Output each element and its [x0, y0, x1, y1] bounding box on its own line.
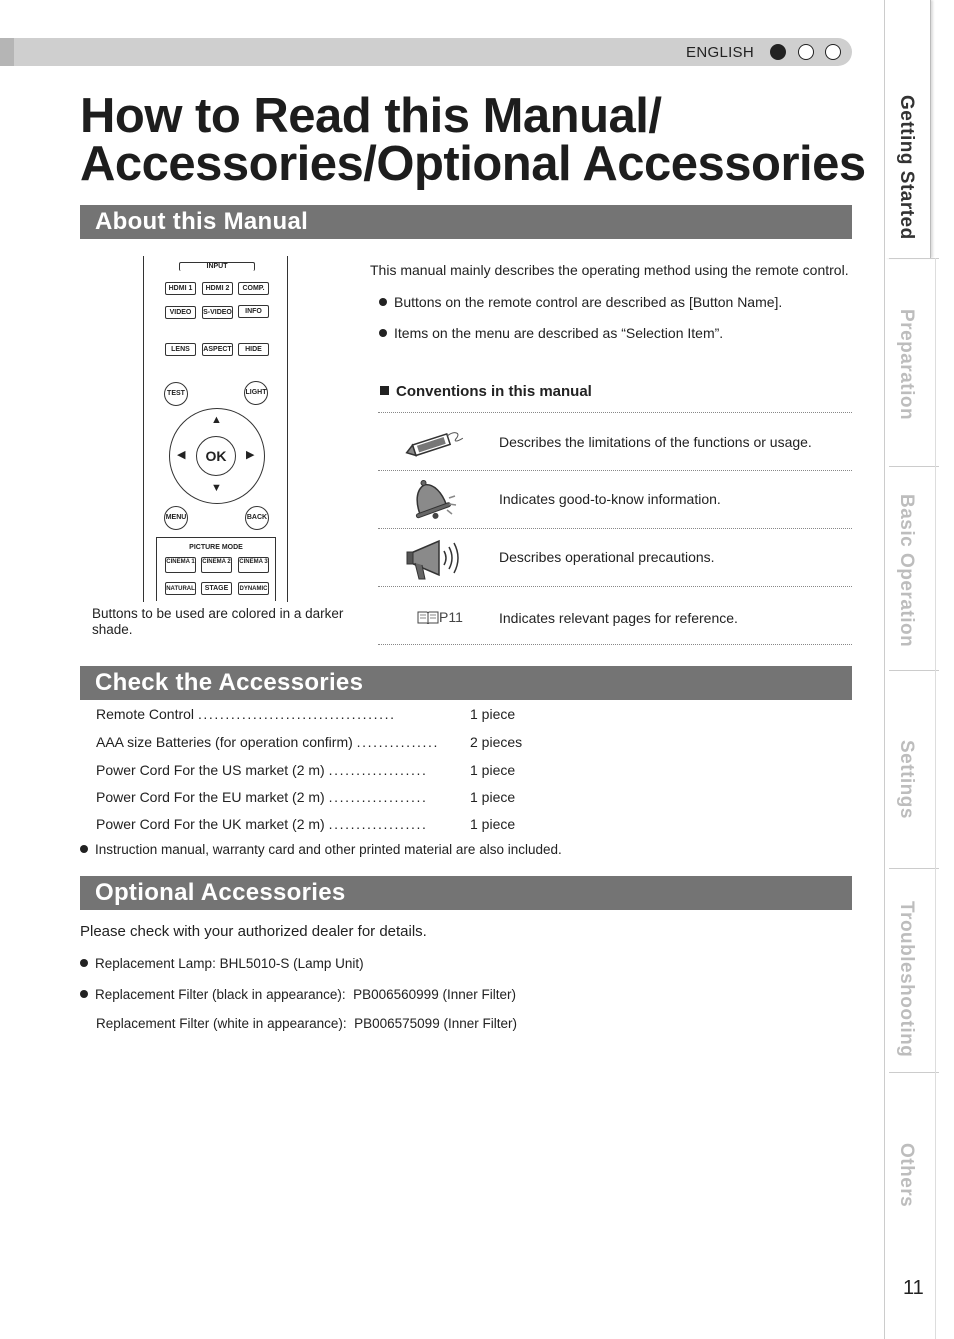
remote-button-dynamic: DYNAMIC — [238, 582, 269, 595]
page-reference-number: P11 — [439, 609, 463, 625]
language-indicator-empty-icon — [798, 44, 814, 60]
accessory-quantity: 1 piece — [470, 706, 516, 722]
remote-button-test: TEST — [164, 382, 188, 406]
remote-button-natural: NATURAL — [165, 582, 196, 595]
divider — [378, 528, 852, 529]
tab-divider — [935, 258, 936, 1339]
accessory-item — [96, 734, 439, 750]
accessories-note-text: Instruction manual, warranty card and other printed material are also included. — [95, 842, 562, 857]
remote-button-hdmi2: HDMI 2 — [202, 282, 233, 295]
bell-icon — [405, 476, 459, 522]
section-header-optional-accessories: Optional Accessories — [80, 876, 852, 910]
remote-button-video: VIDEO — [165, 306, 196, 319]
tab-preparation[interactable]: Preparation — [896, 309, 917, 421]
convention-text: Describes the limitations of the functions or usage. — [499, 434, 812, 450]
remote-button-back: BACK — [245, 506, 269, 530]
optional-intro: Please check with your authorized dealer for details. — [80, 923, 427, 940]
remote-button-menu: MENU — [164, 506, 188, 530]
remote-button-info: INFO — [238, 305, 269, 318]
remote-button-cinema2: CINEMA 2 — [201, 557, 232, 573]
page-title — [80, 89, 870, 191]
tab-basic-operation[interactable]: Basic Operation — [896, 494, 917, 648]
accessory-name: Remote Control — [96, 706, 195, 722]
page-title-line-2: Accessories/Optional Accessories — [80, 137, 866, 191]
tab-divider — [889, 258, 939, 259]
divider — [378, 644, 852, 645]
remote-button-lens: LENS — [165, 343, 196, 356]
accessory-item — [96, 789, 427, 805]
square-bullet-icon — [380, 386, 389, 395]
remote-button-cinema1: CINEMA 1 — [165, 557, 196, 573]
accessory-name: AAA size Batteries (for operation confirm) — [96, 734, 353, 750]
accessories-note — [80, 842, 562, 857]
remote-caption: Buttons to be used are colored in a darker shade. — [92, 606, 344, 637]
accessory-item — [96, 706, 396, 722]
leader-dots: .................. — [328, 762, 428, 778]
optional-item — [80, 956, 364, 971]
megaphone-icon — [405, 535, 463, 581]
bullet-icon — [379, 298, 387, 306]
accessory-quantity: 1 piece — [470, 789, 516, 805]
arrow-right-icon: ▶ — [246, 449, 255, 461]
tab-divider — [889, 466, 939, 467]
convention-text: Indicates good-to-know information. — [499, 491, 721, 507]
tab-others[interactable]: Others — [896, 1143, 917, 1208]
convention-text: Describes operational precautions. — [499, 549, 715, 565]
page-reference-icon — [417, 609, 463, 625]
accessory-quantity: 1 piece — [470, 762, 516, 778]
leader-dots: .................................... — [197, 706, 396, 722]
remote-button-light: LIGHT — [244, 381, 268, 405]
bullet-icon — [80, 990, 88, 998]
remote-button-cinema3: CINEMA 3 — [238, 557, 269, 573]
about-bullet — [379, 294, 782, 310]
optional-item-text: Replacement Filter (black in appearance): PB006560999 (Inner Filter) — [95, 987, 516, 1002]
bullet-icon — [379, 329, 387, 337]
arrow-left-icon: ◀ — [177, 449, 186, 461]
accessory-quantity: 2 pieces — [470, 734, 523, 750]
tab-divider — [889, 1072, 939, 1073]
remote-button-comp: COMP. — [238, 282, 269, 295]
remote-button-hide: HIDE — [238, 343, 269, 356]
remote-picture-mode-label: PICTURE MODE — [189, 544, 243, 551]
about-bullet — [379, 325, 723, 341]
accessory-quantity: 1 piece — [470, 816, 516, 832]
divider — [378, 412, 852, 413]
accessory-name: Power Cord For the EU market (2 m) — [96, 789, 325, 805]
divider — [378, 586, 852, 587]
remote-button-ok: OK — [196, 436, 236, 476]
about-bullet-text: Items on the menu are described as “Selection Item”. — [394, 325, 724, 341]
remote-button-stage: STAGE — [201, 582, 232, 595]
accessory-item — [96, 762, 427, 778]
language-label: ENGLISH — [686, 44, 754, 61]
arrow-down-icon: ▼ — [211, 482, 222, 494]
remote-control-illustration — [143, 256, 288, 602]
conventions-heading — [380, 383, 592, 400]
optional-item — [80, 987, 516, 1002]
tab-troubleshooting[interactable]: Troubleshooting — [896, 901, 917, 1058]
accessory-name: Power Cord For the UK market (2 m) — [96, 816, 325, 832]
arrow-up-icon: ▲ — [211, 414, 222, 426]
leader-dots: .................. — [328, 816, 428, 832]
conventions-heading-text: Conventions in this manual — [396, 383, 592, 400]
language-indicator-empty-icon — [825, 44, 841, 60]
leader-dots: ............... — [356, 734, 440, 750]
leader-dots: .................. — [328, 789, 428, 805]
optional-item-text: Replacement Lamp: BHL5010-S (Lamp Unit) — [95, 956, 364, 971]
tab-divider — [889, 670, 939, 671]
about-intro: This manual mainly describes the operating method using the remote control. — [370, 262, 849, 278]
page-title-line-1: How to Read this Manual/ — [80, 89, 662, 143]
convention-text: Indicates relevant pages for reference. — [499, 610, 738, 626]
header-bar-accent — [0, 38, 14, 66]
accessory-name: Power Cord For the US market (2 m) — [96, 762, 325, 778]
section-header-about: About this Manual — [80, 205, 852, 239]
optional-item: Replacement Filter (white in appearance): PB006575099 (Inner Filter) — [96, 1016, 517, 1031]
language-indicator-filled-icon — [770, 44, 786, 60]
section-header-check-accessories: Check the Accessories — [80, 666, 852, 700]
tab-getting-started[interactable]: Getting Started — [896, 95, 917, 240]
tab-divider — [889, 868, 939, 869]
bullet-icon — [80, 845, 88, 853]
pencil-icon — [405, 427, 467, 459]
bullet-icon — [80, 959, 88, 967]
accessory-item — [96, 816, 427, 832]
page-number: 11 — [903, 1277, 924, 1299]
remote-button-svideo: S-VIDEO — [202, 306, 233, 319]
remote-button-hdmi1: HDMI 1 — [165, 282, 196, 295]
about-bullet-text: Buttons on the remote control are described as [Button Name]. — [394, 294, 783, 310]
tab-settings[interactable]: Settings — [896, 740, 917, 819]
divider — [378, 470, 852, 471]
remote-button-aspect: ASPECT — [202, 343, 233, 356]
remote-input-label: INPUT — [179, 262, 255, 271]
